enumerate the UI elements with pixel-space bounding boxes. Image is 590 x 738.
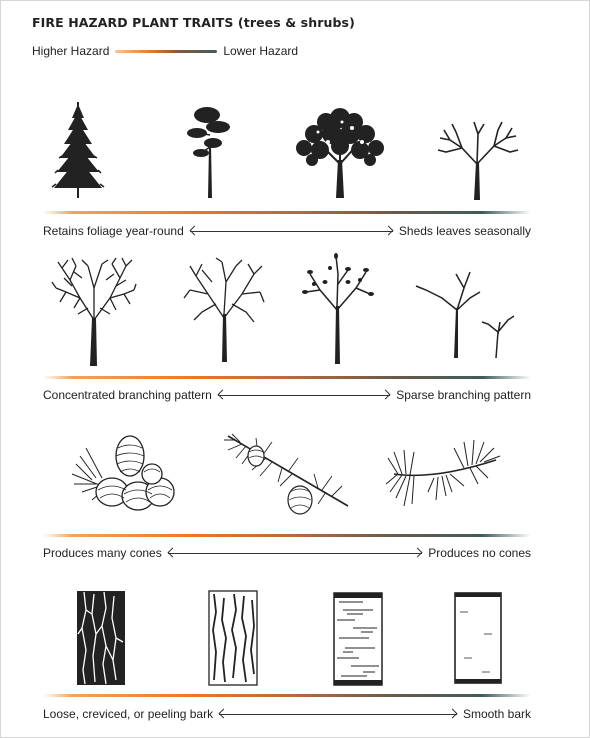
row-cones-right-label: Produces no cones [428, 546, 531, 560]
row-foliage-left-label: Retains foliage year-round [43, 224, 184, 238]
row-bark-gradient [43, 694, 531, 697]
no-cones-branch-icon [384, 434, 504, 514]
double-arrow-icon [190, 226, 393, 236]
few-cones-branch-icon [222, 430, 352, 516]
row-bark-right-label: Smooth bark [462, 707, 531, 721]
row-cones-left-label: Produces many cones [43, 546, 162, 560]
smooth-bark-icon [454, 592, 502, 684]
double-arrow-icon [218, 390, 390, 400]
row-bark-labels [43, 705, 531, 723]
figure-title: FIRE HAZARD PLANT TRAITS (trees & shrubs) [32, 15, 355, 30]
row-branching-left-label: Concentrated branching pattern [43, 388, 212, 402]
many-cones-branch-icon [72, 434, 182, 520]
row-cones-gradient [43, 534, 531, 537]
dense-branching-tree-icon [52, 258, 136, 368]
bare-deciduous-tree-icon [432, 118, 522, 202]
double-arrow-icon [168, 548, 423, 558]
medium-branching-tree-icon [182, 258, 266, 364]
hazard-legend [32, 44, 298, 58]
row-branching-right-label: Sparse branching pattern [396, 388, 531, 402]
legend-lower-hazard: Lower Hazard [223, 44, 299, 58]
row-bark-left-label: Loose, creviced, or peeling bark [43, 707, 214, 721]
leafy-deciduous-tree-icon [292, 102, 388, 200]
row-foliage-right-label: Sheds leaves seasonally [398, 224, 531, 238]
creviced-bark-icon [208, 590, 258, 686]
row-branching-gradient [43, 376, 531, 379]
peeling-bark-icon [333, 592, 383, 686]
double-arrow-icon [219, 709, 457, 719]
row-foliage-labels [43, 222, 531, 240]
row-branching-labels [43, 386, 531, 404]
legend-higher-hazard: Higher Hazard [32, 44, 110, 58]
row-cones-labels [43, 544, 531, 562]
dense-conifer-icon [50, 100, 106, 200]
legend-gradient-bar [115, 50, 217, 53]
sparse-budding-tree-icon [300, 254, 376, 366]
row-foliage-gradient [43, 211, 531, 214]
rough-bark-icon [76, 590, 126, 686]
sparse-shrub-icon [412, 268, 522, 360]
pine-tree-icon [185, 105, 235, 200]
